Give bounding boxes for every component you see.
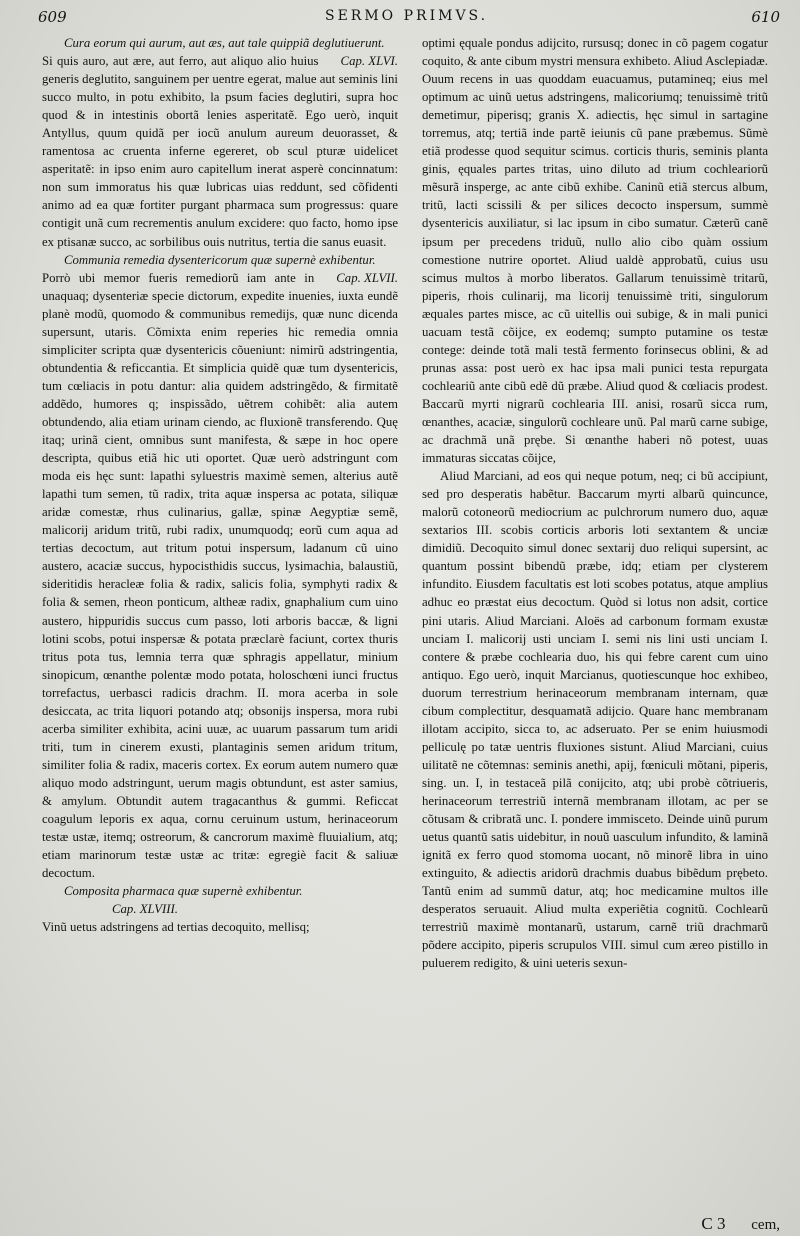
chapter-title-47 [42,251,398,285]
page-footer [701,1214,780,1234]
running-title: SERMO PRIMVS. [325,8,489,24]
catchword: cem, [751,1217,780,1233]
right-paragraph-1: optimi ęquale pondus adijcito, rursusq; donec in cõ pagem cogatur coquito, & ante cibum mystri mensura exhibeto. Aliud Asclepiadæ. Ouum recens in uas quoddam euacuamus, putamineq; eius mel optimum ac uinũ uetus adstringens, malicoriumq; tenuissimè tritũ demetimur, piperisq; granis X. adiectis, hęc simul in sartagine torremus, atq; tertiã inde partẽ ieiunis cũ pane præbemus. Sũmè etiã prodesse quod sequitur scimus. corticis thuris, seminis planta ginis, ęquales partes tritas, uino diluto ad trium cochleariorũ mẽsurã insperge, ac ante cibũ exhibe. Caninũ etiã stercus album, tritũ, lacti scissili & per silices decocto inspersum, summè dysentericis auxiliatur, si lac ipsum in cibo sumatur. Cæterũ canẽ ipsum per precedens triduũ, nullo alio cibo quàm ossium comestione nutrire oportet. Aliud ualdè approbatũ, cuius usu scimus multos à morbo liberatos. Gallarum tenuissimè tritarũ, piperis, rhois culinarij, ma licorij tenuissimè triti, singulorum æquales partes misce, ac cũ uitellis oui subige, & in mali punici uacuam testã cõijce, ex eodemq; sumpto putamine os testæ contege: deinde totã mali testã fermento forinsecus oblini, & ad prunas assa: post uerò ex hac ipsa mali punici testa repurgata cochleariũ ante cibũ edẽ dũ præbe. Aliud quod & cœliacis prodest. Baccarũ myrti nigrarũ cochlearia III. anisi, rosarũ sicca rum, œnanthes, acaciæ, singulorũ cochleare unũ. Pal marũ carne subige, ac drachmã unã prębe. Si œnanthe haberi nõ potest, uuas immaturas siccatas cõijce, [422,36,768,466]
page-number-right: 610 [751,8,780,26]
chapter-number-46: Cap. XLVI. [340,54,398,69]
right-paragraph-2: Aliud Marciani, ad eos qui neque potum, neq; ci bũ accipiunt, sed pro desperatis habẽtur. Baccarum myrti albarũ quincunce, malorũ cotoneorũ mediocrium ac pulchrorum numero duo, aquæ sextarios III. scobis corticis arboris loti sextantem & unciæ dimidiũ. Decoquito simul donec sextarij duo reliqui supersint, ac quantum possint bibendũ præbe, idq; etiam per clysterem infundito. Eiusdem facultatis est loti scobes potatus, atque amplius adhuc eo præstat eius decoctum. Quòd si lotus non adsit, cortice pini utaris. Aliud Marciani. Aloës ad carbonum formam exustæ unciam I. malicorij usti unciam I. semi nis lini usti unciam I. contere & præbe cochlearia duo, his qui febre carent cum uino antiquo. Ego uerò, inquit Marcianus, quotiescunque hoc exhibeo, duorum terrestrium herinaceorum membranam internam, quæ cibum complectitur, desquamatã adijcio. Quare hanc membranam illotam accipito, sicca to, ac adseruato. Per se enim huiusmodi pelliculę po tatæ uentris fluxiones sistunt. Aliud Marciani, cuius uilitatẽ ne cõtemnas: seminis anethi, apij, fœniculi mõtani, piperis, sing. un. I, in testaceã pilã conijcito, atq; ubi probè cõtriueris, herinaceorum terrestriũ internã membranam illotam, ac per se cõtusam & cribratã unc. I. pondere immisceto. Deinde uinũ purum uetus quantũ satis uidebitur, in nouũ uasculum infundito, & laminã ignitã ex ferro quod stomoma uocant, nõ minorẽ libra in uino extinguito, & adiectis aridorũ drachmis duabus bibẽdum prębeto. Tantũ enim ad summũ datur, atq; hoc medicamine multos ille desperatos seruauit. Aliud multa experiẽtia cognitũ. Cochlearũ terrestriũ maximè montanarũ, ustarum, carnẽ triũ drachmarũ põdere accipito, piperis scrupulos VIII. simul cum æreo pistillo in puluerem redigito, & uini ueteris sexun- [422,469,768,971]
right-column [422,34,768,1234]
chapter-title-47-text: Communia remedia dysentericorum quæ supernè exhibentur. [64,252,376,267]
page-number-left: 609 [38,8,67,26]
chapter-title-48: Composita pharmaca quæ supernè exhibentur. [64,884,303,899]
chapter-47-text: Porrò ubi memor fueris remediorũ iam ante in unaquaq; dysenteriæ specie dictorum, expedite inuenies, iuxta eundẽ planè modũ, quomodo & communibus remedijs, quæ nunc dicenda supersunt, utaris. Cõmixta enim reperies hic remedia omnia simpliciter scripta quæ dysentericis cõueniunt: nimirũ adstringentia, obtundentia & reficcantia. Et simplicia quidẽ quæ tum dysentericis, tum cœliacis in potu dantur: alia quidem adstringẽdo, & firmitatẽ addẽdo, humores q; inspissãdo, uẽtrem cohibẽt: alia autem obtundendo, alia etiam urinam ciendo, ac fluxionẽ transferendo. Quę itaq; urinã cient, omnibus sunt manifesta, & sæpe in hoc opere descripta, quibus etiã hic uti oportet. Quæ uerò adstringunt com moda eis hęc sunt: lapathi syluestris maximè semen, alterius autẽ lapathi tum semen, tũ radix, trita aquæ inspersa ac potata, siliquæ aridæ comestæ, rhus culinarius, gallæ, spinæ Aegyptiæ semẽ, malicorij aridum tritũ, rubi radix, unumquodq; eorũ cum aqua ad tertias decoctum, aut tritum potui inspersum, ladanum cũ uino austero, acaciæ succus, hypocisthidis succus, lysimachia, balaustiũ, sideritidis heracleæ folia & radix, salicis folia, symphyti radix & folia & semen, rheon ponticum, altheæ radix, gnaphalium cum uino austero, hippuridis succus cum passo, loti arboris baccæ, & ligni lotini scobs, potui inspersæ & potata præclarè faciunt, cortex thuris tritus pota tus, lemnia terra quæ sphragis appellatur, minium sinopicum, œnanthe polentæ modo potata, holoschœni iunci fructus torrefactus, uerbasci radicis drachm. II. mora acerba in sole desiccata, ac trita liquori potando atq; obsonijs inspersa, mora rubi acerba similiter exhibita, acini uuæ, ac uuarum passarum tum aridi triti, tum in cinerem exusti, plantaginis semen aridum tritum, similiter folia & radix, maceris cortex. Ex eorum autem numero quæ aliquo modo adstringunt, uerum magis obtundunt, est aster samius, & amylum. Obtundit autem tragacanthus & gummi. Reficcat coagulum leporis ex aqua, cornu ceruinum ustum, herinaceorum testæ ustæ, itemq; ostreorum, & cancrorum maximè fluuialium, atq; etiam marinorum testæ ustæ ac tritæ: egregiè facit & saliuæ decoctum. [42,270,398,881]
left-column [42,34,398,1234]
chapter-title-46-text: Cura eorum qui aurum, aut æs, aut tale quippiã deglutiuerunt. [64,36,385,50]
chapter-46-text: Si quis auro, aut ære, aut ferro, aut aliquo alio huius generis deglutito, sanguinem per uentre egerat, malue aut seminis lini succo multo, in potu exhibito, la psum facies deglutiri, supra hoc quod & in intestinis obortã lenies asperitatẽ. Ego uerò, inquit Antyllus, quum quidã per iocũ anulum aureum deuorasset, & ramentosa ac cruenta inferne egereret, ob scul pturæ uidelicet asperitatẽ: in ipso enim auro capitellum inerat asperè concinnatum: non sum immoratus his quæ lubricas uias reddunt, sed cõfidenti animo ad ea quæ fortiter purgant pharmaca sum progressus: quare contigit unã cum recrementis anulum excidere: quo facto, homo ipse ex ptisanæ succo, ac sorbilibus ouis nutritus, tertia die sanus euasit. [42,54,398,249]
chapter-number-48: Cap. XLVIII. [112,902,178,917]
chapter-48-text: Vinũ uetus adstringens ad tertias decoquito, mellisq; [42,920,310,935]
chapter-title-46 [42,34,398,69]
signature-mark: C 3 [701,1214,726,1233]
chapter-number-47: Cap. XLVII. [336,270,398,285]
